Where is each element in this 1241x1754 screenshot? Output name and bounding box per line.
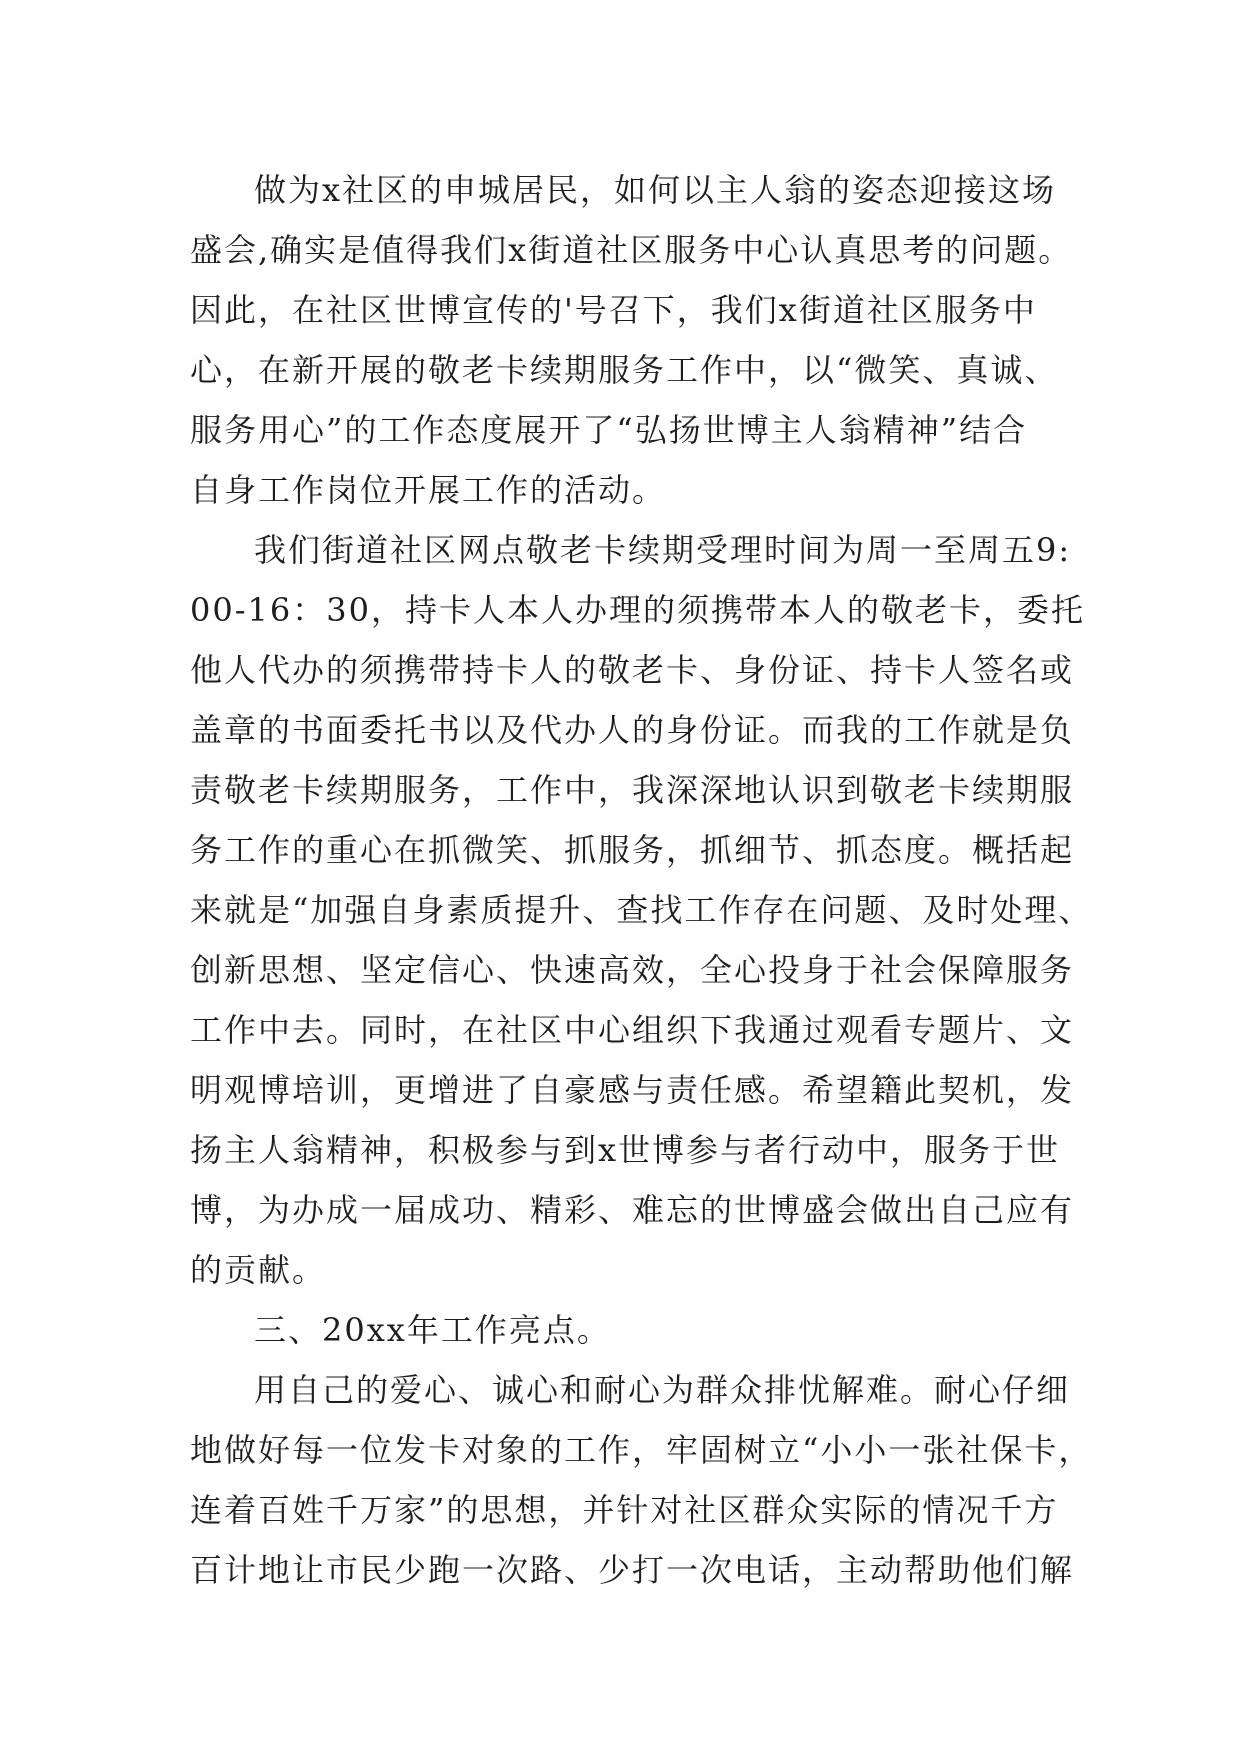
text-line: 来就是“加强自身素质提升、查找工作存在问题、及时处理、 — [190, 891, 1093, 929]
paragraph — [190, 520, 1093, 1300]
section-heading — [190, 1300, 1060, 1360]
text-line: 因此，在社区世博宣传的'号召下，我们x街道社区服务中 — [190, 291, 1037, 329]
text-line: 连着百姓千万家”的思想，并针对社区群众实际的情况千方 — [190, 1491, 1059, 1529]
text-line: 扬主人翁精神，积极参与到x世博参与者行动中，服务于世 — [190, 1131, 1061, 1169]
text-line: 00-16：30，持卡人本人办理的须携带本人的敬老卡，委托 — [190, 591, 1085, 629]
text-line: 百计地让市民少跑一次路、少打一次电话，主动帮助他们解 — [190, 1551, 1075, 1589]
paragraph — [190, 160, 1073, 520]
document-body — [190, 160, 1093, 1600]
text-line: 心，在新开展的敬老卡续期服务工作中，以“微笑、真诚、 — [190, 351, 1059, 389]
text-line: 用自己的爱心、诚心和耐心为群众排忧解难。耐心仔细 — [254, 1371, 1071, 1409]
text-line: 博，为办成一届成功、精彩、难忘的世博盛会做出自己应有 — [190, 1191, 1075, 1229]
text-line: 明观博培训，更增进了自豪感与责任感。希望籍此契机，发 — [190, 1071, 1075, 1109]
text-line: 责敬老卡续期服务，工作中，我深深地认识到敬老卡续期服 — [190, 771, 1075, 809]
paragraph — [190, 1360, 1093, 1600]
heading-text: 三、20xx年工作亮点。 — [254, 1311, 611, 1349]
text-line: 的贡献。 — [190, 1251, 327, 1289]
text-line: 务工作的重心在抓微笑、抓服务，抓细节、抓态度。概括起 — [190, 831, 1075, 869]
text-line: 创新思想、坚定信心、快速高效，全心投身于社会保障服务 — [190, 951, 1075, 989]
text-line: 盖章的书面委托书以及代办人的身份证。而我的工作就是负 — [190, 711, 1075, 749]
text-line: 盛会,确实是值得我们x街道社区服务中心认真思考的问题。 — [190, 231, 1073, 269]
text-line: 工作中去。同时，在社区中心组织下我通过观看专题片、文 — [190, 1011, 1075, 1049]
text-line: 地做好每一位发卡对象的工作，牢固树立“小小一张社保卡， — [190, 1431, 1093, 1469]
text-line: 自身工作岗位开展工作的活动。 — [190, 471, 667, 509]
text-line: 我们街道社区网点敬老卡续期受理时间为周一至周五9: — [254, 531, 1072, 569]
text-line: 做为x社区的申城居民，如何以主人翁的姿态迎接这场 — [254, 171, 1057, 209]
text-line: 服务用心”的工作态度展开了“弘扬世博主人翁精神”结合 — [190, 411, 1028, 449]
text-line: 他人代办的须携带持卡人的敬老卡、身份证、持卡人签名或 — [190, 651, 1075, 689]
